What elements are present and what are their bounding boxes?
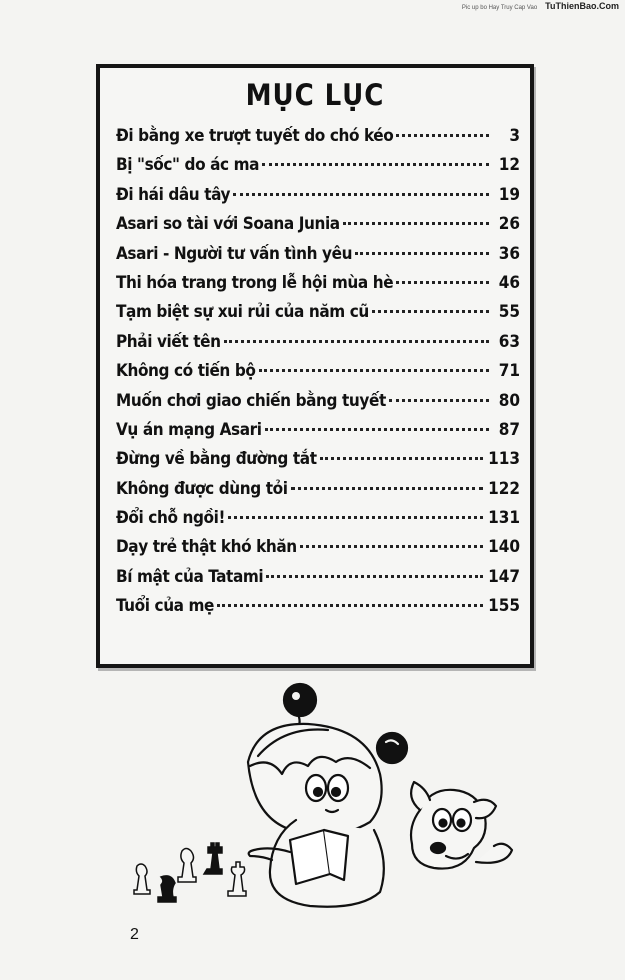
toc-entry-title: Không được dùng tỏi — [116, 478, 288, 499]
toc-entry — [116, 508, 520, 537]
toc-entry-title: Dạy trẻ thật khó khăn — [116, 537, 297, 558]
toc-entry-page: 122 — [488, 478, 520, 499]
dot-leader — [396, 281, 489, 284]
toc-entry-title: Không có tiến bộ — [116, 361, 256, 382]
page-number: 2 — [130, 926, 139, 943]
dot-leader — [343, 222, 489, 225]
toc-entry-page: 140 — [488, 537, 520, 558]
dot-leader — [372, 310, 489, 313]
watermark-site: TuThienBao.Com — [545, 1, 619, 11]
dot-leader — [217, 604, 483, 607]
toc-entry — [116, 185, 520, 214]
dot-leader — [233, 193, 489, 196]
toc-entry-page: 87 — [498, 419, 520, 440]
toc-entry — [116, 126, 520, 155]
toc-entry — [116, 302, 520, 331]
table-of-contents — [96, 64, 534, 668]
toc-entry-page: 113 — [488, 449, 520, 470]
toc-entry-title: Đi hái dâu tây — [116, 184, 231, 205]
dot-leader — [396, 134, 489, 137]
toc-entry — [116, 537, 520, 566]
toc-entry-title: Bí mật của Tatami — [116, 566, 264, 587]
toc-entry — [116, 420, 520, 449]
toc-entry-page: 131 — [488, 508, 520, 529]
toc-entry-title: Tuổi của mẹ — [116, 596, 215, 617]
toc-entry-page: 80 — [498, 390, 520, 411]
dot-leader — [355, 252, 489, 255]
toc-entry — [116, 449, 520, 478]
toc-entry-title: Đi bằng xe trượt tuyết do chó kéo — [116, 126, 394, 146]
toc-title: MỤC LỤC — [245, 78, 385, 112]
dot-leader — [389, 399, 489, 402]
dot-leader — [291, 487, 483, 490]
toc-entry — [116, 596, 520, 625]
toc-entry-page: 12 — [498, 155, 520, 176]
toc-entry — [116, 391, 520, 420]
toc-entry-page: 19 — [498, 184, 520, 205]
toc-entry-page: 55 — [498, 302, 520, 323]
toc-entry — [116, 273, 520, 302]
toc-entry-title: Thi hóa trang trong lễ hội mùa hè — [116, 272, 394, 293]
toc-list — [116, 126, 520, 626]
girl-reading-with-dog-illustration — [120, 670, 540, 920]
toc-entry-page: 155 — [488, 596, 520, 617]
toc-entry-title: Asari - Người tư vấn tình yêu — [116, 243, 353, 264]
toc-entry — [116, 214, 520, 243]
toc-entry-title: Phải viết tên — [116, 331, 221, 352]
dot-leader — [228, 516, 483, 519]
dot-leader — [259, 369, 489, 372]
watermark-note: Pic up bo Hay Truy Cap Vao — [461, 5, 538, 11]
toc-entry — [116, 361, 520, 390]
toc-entry — [116, 155, 520, 184]
toc-entry-page: 3 — [509, 126, 520, 146]
dot-leader — [262, 163, 489, 166]
dot-leader — [320, 457, 483, 460]
toc-entry-title: Tạm biệt sự xui rủi của năm cũ — [116, 302, 369, 323]
toc-entry — [116, 479, 520, 508]
toc-entry-page: 46 — [498, 272, 520, 293]
dot-leader — [224, 340, 489, 343]
toc-entry-page: 26 — [498, 214, 520, 235]
dot-leader — [300, 545, 483, 548]
toc-entry-title: Bị "sốc" do ác ma — [116, 155, 260, 176]
dot-leader — [266, 575, 483, 578]
toc-entry-title: Đừng về bằng đường tắt — [116, 449, 317, 470]
toc-entry — [116, 244, 520, 273]
toc-entry — [116, 332, 520, 361]
toc-entry-page: 147 — [488, 566, 520, 587]
top-watermark — [462, 1, 619, 11]
toc-entry — [116, 567, 520, 596]
toc-entry-title: Asari so tài với Soana Junia — [116, 214, 340, 235]
toc-entry-page: 63 — [498, 331, 520, 352]
toc-entry-title: Đổi chỗ ngồi! — [116, 508, 226, 529]
toc-entry-page: 36 — [498, 243, 520, 264]
toc-entry-title: Muốn chơi giao chiến bằng tuyết — [116, 390, 386, 411]
dot-leader — [265, 428, 489, 431]
toc-entry-page: 71 — [498, 361, 520, 382]
toc-entry-title: Vụ án mạng Asari — [116, 419, 262, 440]
